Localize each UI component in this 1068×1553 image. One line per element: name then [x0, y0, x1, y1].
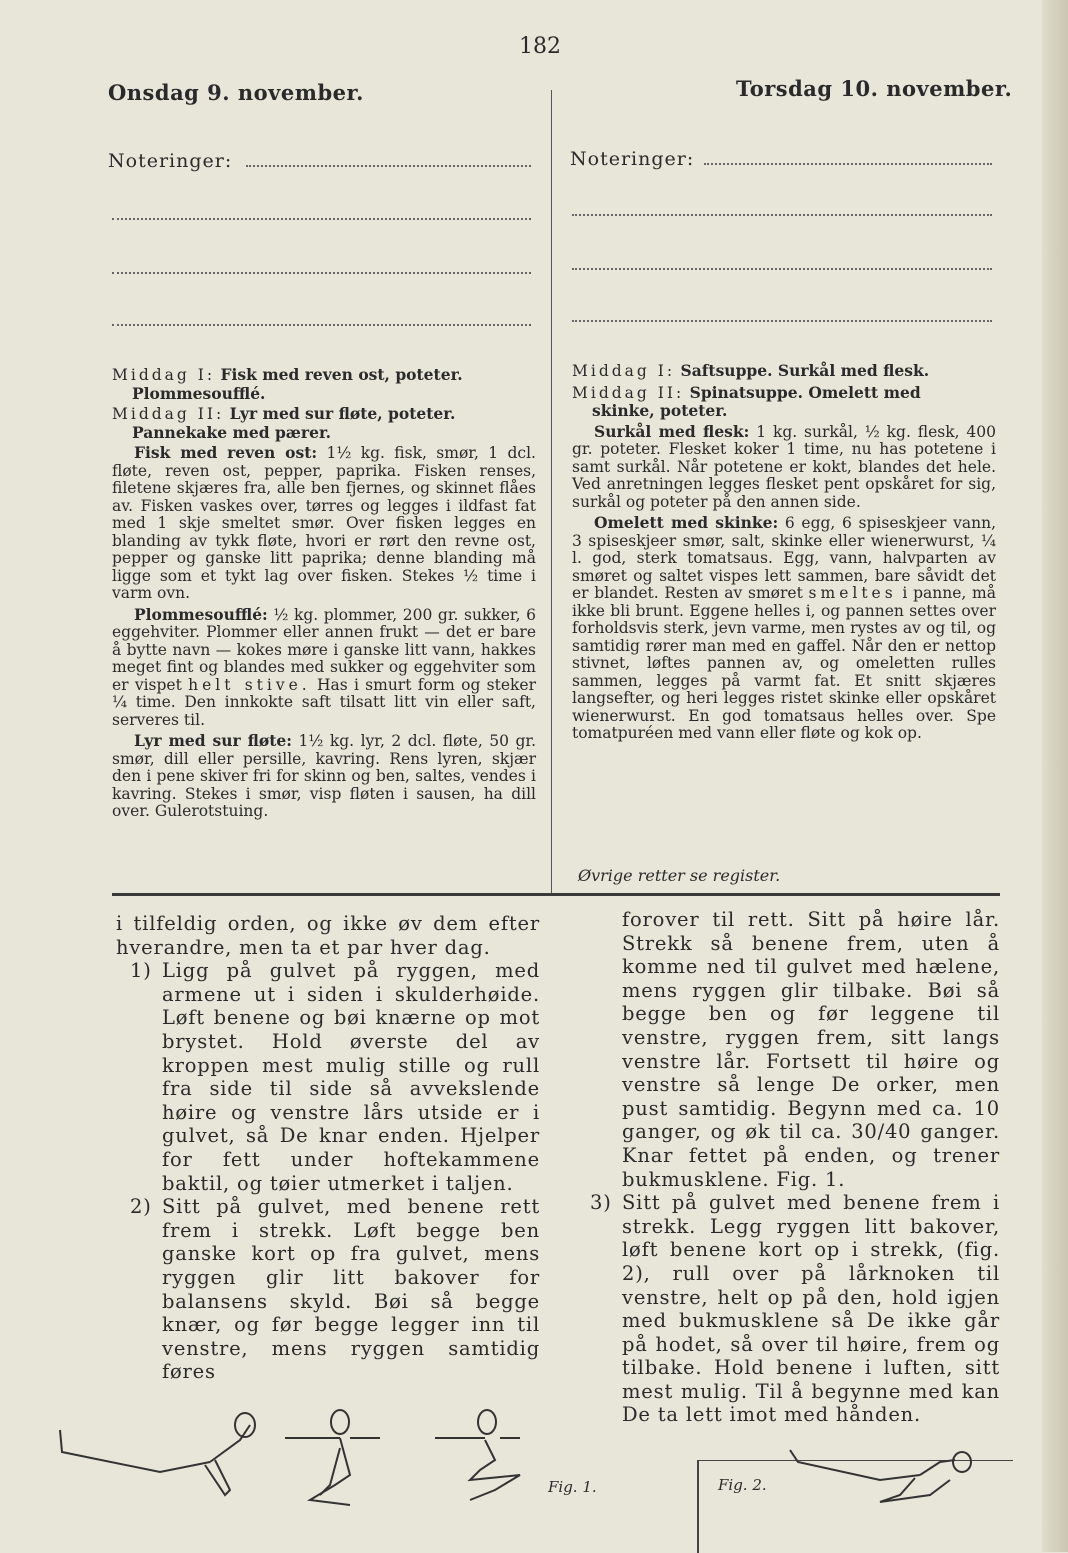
recipe-plommesouffle: Plommesoufflé: ½ kg. plommer, 200 gr. sukker, 6 eggehviter. Plommer eller annen frukt — det er bare å bytte navn — kokes møre i ganske litt vann, hakkes meget fint og blandes med sukker og eggehviter som er vispet helt stive. Has i smurt form og steker ¼ time. Den innkokte saft tilsatt litt vin eller saft, serveres til.: [112, 604, 536, 729]
menu-2-left: Middag II: Lyr med sur fløte, poteter. Pannekake med pærer.: [112, 404, 456, 442]
recipe-omelett-med-skinke: Omelett med skinke: 6 egg, 6 spiseskjeer vann, 3 spiseskjeer smør, salt, skinke eller wienerwurst, ¼ l. god, sterk tomatsaus. Egg, vann, halvparten av smøret og saltet vispes lett sammen, bare såvidt det er blandet. Resten av smøret smeltes i panne, må ikke bli brunt. Eggene helles i, og pannen settes over forholdsvis sterk, jevn varme, men rystes av og til, og samtidig rører man med en gaffel. Når den er nettop stivnet, løftes pannen av, og omeletten rulles sammen, legges på varmt fat. Et snitt skjæres langsefter, og heri legges ristet skinke eller opskåret wienerwurst. En god tomatsaus helles over. Spe tomatpuréen med vann eller fløte og kok op.: [572, 513, 996, 742]
note-line[interactable]: [704, 163, 992, 165]
day-heading-right: Torsdag 10. november.: [736, 76, 1013, 101]
note-line[interactable]: [112, 272, 531, 274]
figure-1-illustration: [50, 1400, 570, 1510]
note-line[interactable]: [112, 218, 531, 220]
notes-label-left: Noteringer:: [108, 150, 233, 172]
exercise-column-2: [576, 908, 1000, 1427]
note-line[interactable]: [112, 324, 531, 326]
fig1-head-2: [331, 1410, 349, 1434]
book-spine-shadow: [1042, 0, 1068, 1552]
fig1-head-3: [478, 1410, 496, 1434]
exercise-column-1: [116, 912, 540, 1384]
exercise-item-1: 1) Ligg på gulvet på ryggen, med armene ut i siden i skulderhøide. Løft benene og bøi knærne op mot brystet. Hold øverste del av kroppen mest mulig stille og rull fra side til side så avvekslende høire og venstre lårs utside er i gulvet, så De knar enden. Hjelper for fett under hoftekammene baktil, og tøier utmerket i taljen.: [130, 959, 540, 1195]
note-line[interactable]: [572, 320, 992, 322]
recipe-fisk-med-reven-ost: Fisk med reven ost: 1½ kg. fisk, smør, 1 dcl. fløte, reven ost, pepper, paprika. Fisken renses, filetene skjæres fra, alle ben fjernes, og skinnet flåes av. Fisken vaskes over, tørres og legges i ildfast fat med 1 skje smeltet smør. Over fisken legges en blanding av tykk fløte, hvori er rørt den revne ost, pepper og ganske litt paprika; denne blanding må ligge som et tykt lag over fisken. Stekes ½ time i varm ovn.: [112, 443, 536, 602]
figure-2-illustration: [780, 1440, 1000, 1520]
note-line[interactable]: [572, 214, 992, 216]
fig1-pose-lying-body: [60, 1430, 210, 1472]
recipe-lyr-med-sur-flote: Lyr med sur fløte: 1½ kg. lyr, 2 dcl. fløte, 50 gr. smør, dill eller persille, kavring. Rens lyren, skjær den i pene skiver fri for skinn og ben, saltes, vendes i kavring. Stekes i smør, visp fløten i sausen, ha dill over. Gulerotstuing.: [112, 731, 536, 820]
note-line[interactable]: [572, 268, 992, 270]
menu-1-right: Middag I: Saftsuppe. Surkål med flesk.: [572, 361, 930, 380]
notes-label-right: Noteringer:: [570, 148, 695, 170]
menu-1-left: Middag I: Fisk med reven ost, poteter. Plommesoufflé.: [112, 365, 463, 403]
page-number: 182: [519, 34, 561, 59]
recipes-left: [112, 366, 536, 824]
exercise-continuation: forover til rett. Sitt på høire lår. Strekk så benene frem, uten å komme ned til gulvet med hælene, mens ryggen glir tilbake. Bøi så begge ben og før leggene til venstre, ryggen frem, sitt langs venstre lår. Fortsett til høire og venstre så lenge De orker, men pust samtidig. Begynn med ca. 10 ganger, og øk til ca. 30/40 ganger. Knar fettet på enden, og trener bukmusklene. Fig. 1.: [622, 908, 1000, 1191]
exercise-intro: i tilfeldig orden, og ikke øv dem efter hverandre, men ta et par hver dag.: [116, 912, 540, 959]
day-heading-left: Onsdag 9. november.: [108, 80, 364, 105]
figure-2-caption: Fig. 2.: [718, 1476, 767, 1494]
recipe-surkal-med-flesk: Surkål med flesk: 1 kg. surkål, ½ kg. flesk, 400 gr. poteter. Flesket koker 1 time, nu has potetene i samt surkål. Når potetene er kokt, blandes det hele. Ved anretningen legges flesket pent opskåret for sig, surkål og poteter på den annen side.: [572, 421, 996, 511]
menu-2-right: Middag II: Spinatsuppe. Omelett med skinke, poteter.: [572, 382, 921, 420]
column-divider: [551, 90, 552, 895]
exercise-item-3: 3) Sitt på gulvet med benene frem i strekk. Legg ryggen litt bakover, løft benene kort op i strekk, (fig. 2), rull over på lårknoken til venstre, helt op på den, hold igjen med bukmusklene så De ikke går på hodet, så over til høire, frem og tilbake. Hold benene i luften, sitt mest mulig. Til å begynne med kan De ta lett imot med hånden.: [590, 1191, 1000, 1427]
note-line[interactable]: [246, 165, 531, 167]
exercise-item-2: 2) Sitt på gulvet, med benene rett frem i strekk. Løft begge ben ganske kort op fra gulvet, mens ryggen glir litt bakover for balansens skyld. Bøi så begge knær, og før begge legger inn til venstre, mens ryggen samtidig føres: [130, 1195, 540, 1384]
recipes-right: [572, 362, 996, 746]
section-divider: [112, 893, 1000, 896]
register-footnote: Øvrige retter se register.: [578, 866, 781, 885]
figure-1-caption: Fig. 1.: [548, 1478, 597, 1496]
